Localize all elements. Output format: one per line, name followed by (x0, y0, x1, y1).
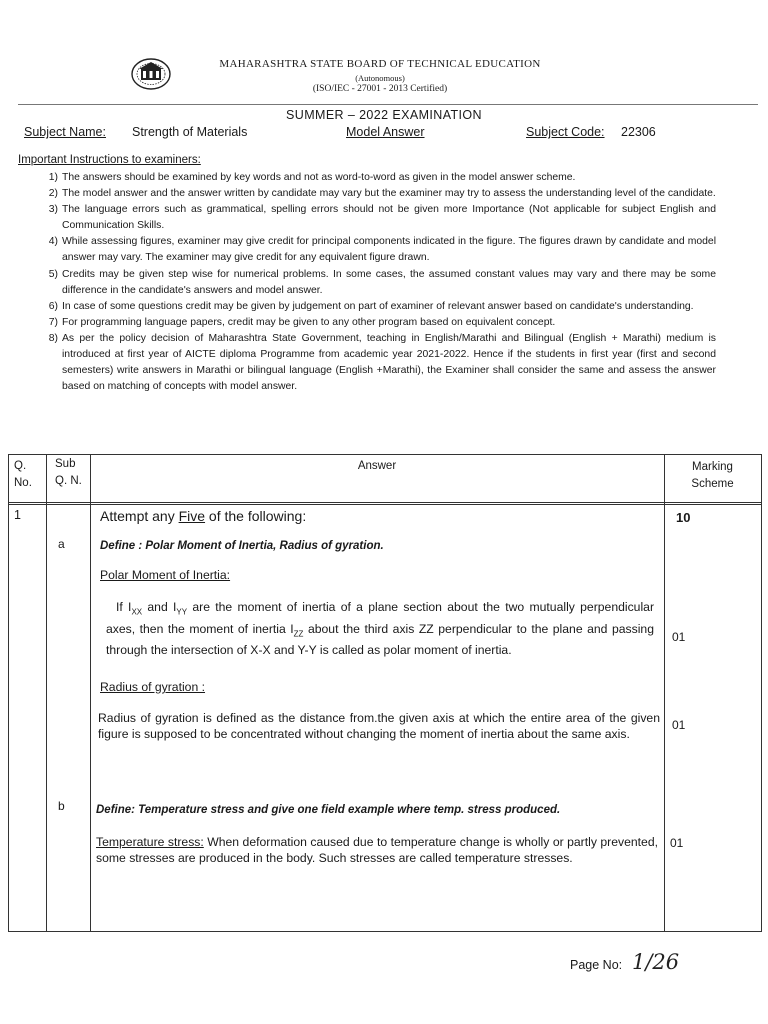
answer-table (8, 454, 762, 932)
sub-question-a-text: Define : Polar Moment of Inertia, Radius of gyration. (100, 540, 384, 552)
page-number-label: Page No: (570, 958, 623, 972)
item-number: 6) (48, 300, 58, 312)
item-text: While assessing figures, examiner may give credit for principal components indicated in the figure. The figures drawn by candidate and model answer may vary. The examiner may give credit for any equivalent figure drawn. (62, 236, 716, 264)
subject-code-label: Subject Code: (526, 125, 605, 139)
list-item (18, 186, 716, 202)
header-sub-line1: Sub (55, 458, 76, 470)
certification-label: (ISO/IEC - 27001 - 2013 Certified) (312, 84, 448, 94)
def-subscript: YY (176, 607, 188, 617)
temperature-stress-definition (96, 834, 658, 867)
table-border-bottom (8, 931, 762, 932)
subject-name: Strength of Materials (132, 125, 248, 139)
header-marking-line2: Scheme (691, 478, 734, 490)
radius-gyration-heading: Radius of gyration : (100, 680, 206, 694)
polar-moment-heading: Polar Moment of Inertia: (100, 568, 231, 582)
exam-title: SUMMER – 2022 EXAMINATION (286, 108, 482, 122)
column-divider (664, 454, 665, 932)
item-text: The answers should be examined by key words and not as word-to-word as given in the model answer scheme. (62, 172, 576, 183)
subject-code: 22306 (621, 125, 656, 139)
question-marks: 10 (676, 510, 691, 525)
item-text: The language errors such as grammatical, spelling errors should not be given more Importance (Not applicable for subject English and Communication Skills. (62, 204, 716, 232)
header-q-no-line2: No. (14, 477, 32, 489)
header-marking-scheme (664, 459, 761, 493)
radius-gyration-definition: Radius of gyration is defined as the distance from.the given axis at which the entire area of the given figure is supposed to be concentrated without changing the moment of inertia about the same axis. (98, 711, 660, 742)
header-row-divider (8, 502, 762, 503)
def-part: If I (116, 600, 132, 614)
list-item (18, 331, 716, 395)
question-number: 1 (14, 508, 21, 522)
model-answer-label: Model Answer (346, 125, 425, 139)
question-title-underlined: Five (178, 508, 206, 524)
item-text: For programming language papers, credit may be given to any other program based on equivalent concept. (62, 316, 556, 328)
sub-question-b-text: Define: Temperature stress and give one field example where temp. stress produced. (96, 804, 561, 816)
item-number: 5) (48, 268, 58, 280)
def-part: are the moment of inertia of a plane section about the two mutually perpendicular axes, then the moment of inertia I (106, 600, 655, 636)
def-part: and I (142, 600, 177, 614)
item-number: 8) (48, 332, 58, 344)
item-number: 1) (48, 172, 58, 183)
subject-name-label: Subject Name: (24, 125, 106, 139)
item-text: The model answer and the answer written by candidate may vary but the examiner may try to assess the understanding level of the candidate. (62, 188, 716, 200)
sub-question-label-b: b (58, 799, 65, 813)
item-text: In case of some questions credit may be given by judgement on part of examiner of relevant answer based on candidate's understanding. (62, 300, 694, 312)
def-subscript: ZZ (293, 629, 304, 639)
temperature-stress-heading: Temperature stress: (96, 835, 204, 849)
item-number: 4) (48, 236, 58, 248)
instructions-heading: Important Instructions to examiners: (18, 154, 201, 166)
table-border-left (8, 454, 9, 932)
list-item (18, 234, 716, 266)
page-number-value: 1/26 (632, 950, 680, 974)
board-name: MAHARASHTRA STATE BOARD OF TECHNICAL EDUCATION (219, 58, 541, 70)
header-q-no (14, 458, 32, 492)
question-title (100, 508, 306, 524)
def-part: about the third axis ZZ perpendicular to the plane and passing through the intersection of X-X and Y-Y is called as polar moment of inertia. (106, 621, 654, 658)
item-number: 7) (48, 316, 58, 328)
question-title-pre: Attempt any (100, 508, 179, 524)
item-text: Credits may be given step wise for numerical problems. In some cases, the assumed constant values may vary and there may be some difference in the candidate's answers and model answer. (62, 268, 716, 296)
header-divider (18, 104, 758, 105)
autonomous-label: (Autonomous) (355, 73, 405, 83)
list-item (18, 202, 716, 234)
header-answer: Answer (357, 460, 397, 472)
list-item (18, 315, 716, 331)
sub-question-label-a: a (58, 537, 65, 551)
header-sub-q-no (55, 456, 82, 490)
list-item (18, 170, 716, 186)
item-number: 3) (48, 204, 58, 216)
item-number: 2) (48, 188, 58, 200)
mark-a-1: 01 (672, 630, 686, 644)
table-border-top (8, 454, 762, 455)
polar-moment-definition (106, 599, 654, 659)
question-title-post: of the following: (205, 508, 307, 524)
header-q-no-line1: Q. (14, 460, 27, 472)
mark-a-2: 01 (672, 718, 686, 732)
header-marking-line1: Marking (692, 461, 733, 473)
column-divider (90, 454, 91, 932)
item-text: As per the policy decision of Maharashtra State Government, teaching in English/Marathi and Bilingual (English + Marathi) medium is introduced at first year of AICTE diploma Programme from academic year 2021-2022. Hence if the students in first year (first and second semesters) write answers in Marathi or bilingual language (English +Marathi), the Examiner shall consider the same and assess the answer based on matching of concepts with model answer. (62, 332, 716, 393)
column-divider (46, 454, 47, 932)
mark-b-1: 01 (670, 836, 684, 850)
list-item (18, 299, 716, 315)
list-item (18, 267, 716, 299)
def-subscript: XX (131, 607, 143, 617)
header-sub-line2: Q. N. (55, 475, 82, 487)
temperature-stress-text: When deformation caused due to temperature change is wholly or partly prevented, some stresses are produced in the body. Such stresses are called temperature stresses. (96, 835, 658, 866)
header-row-divider (8, 504, 762, 505)
instructions-list (18, 170, 716, 395)
table-border-right (761, 454, 762, 932)
